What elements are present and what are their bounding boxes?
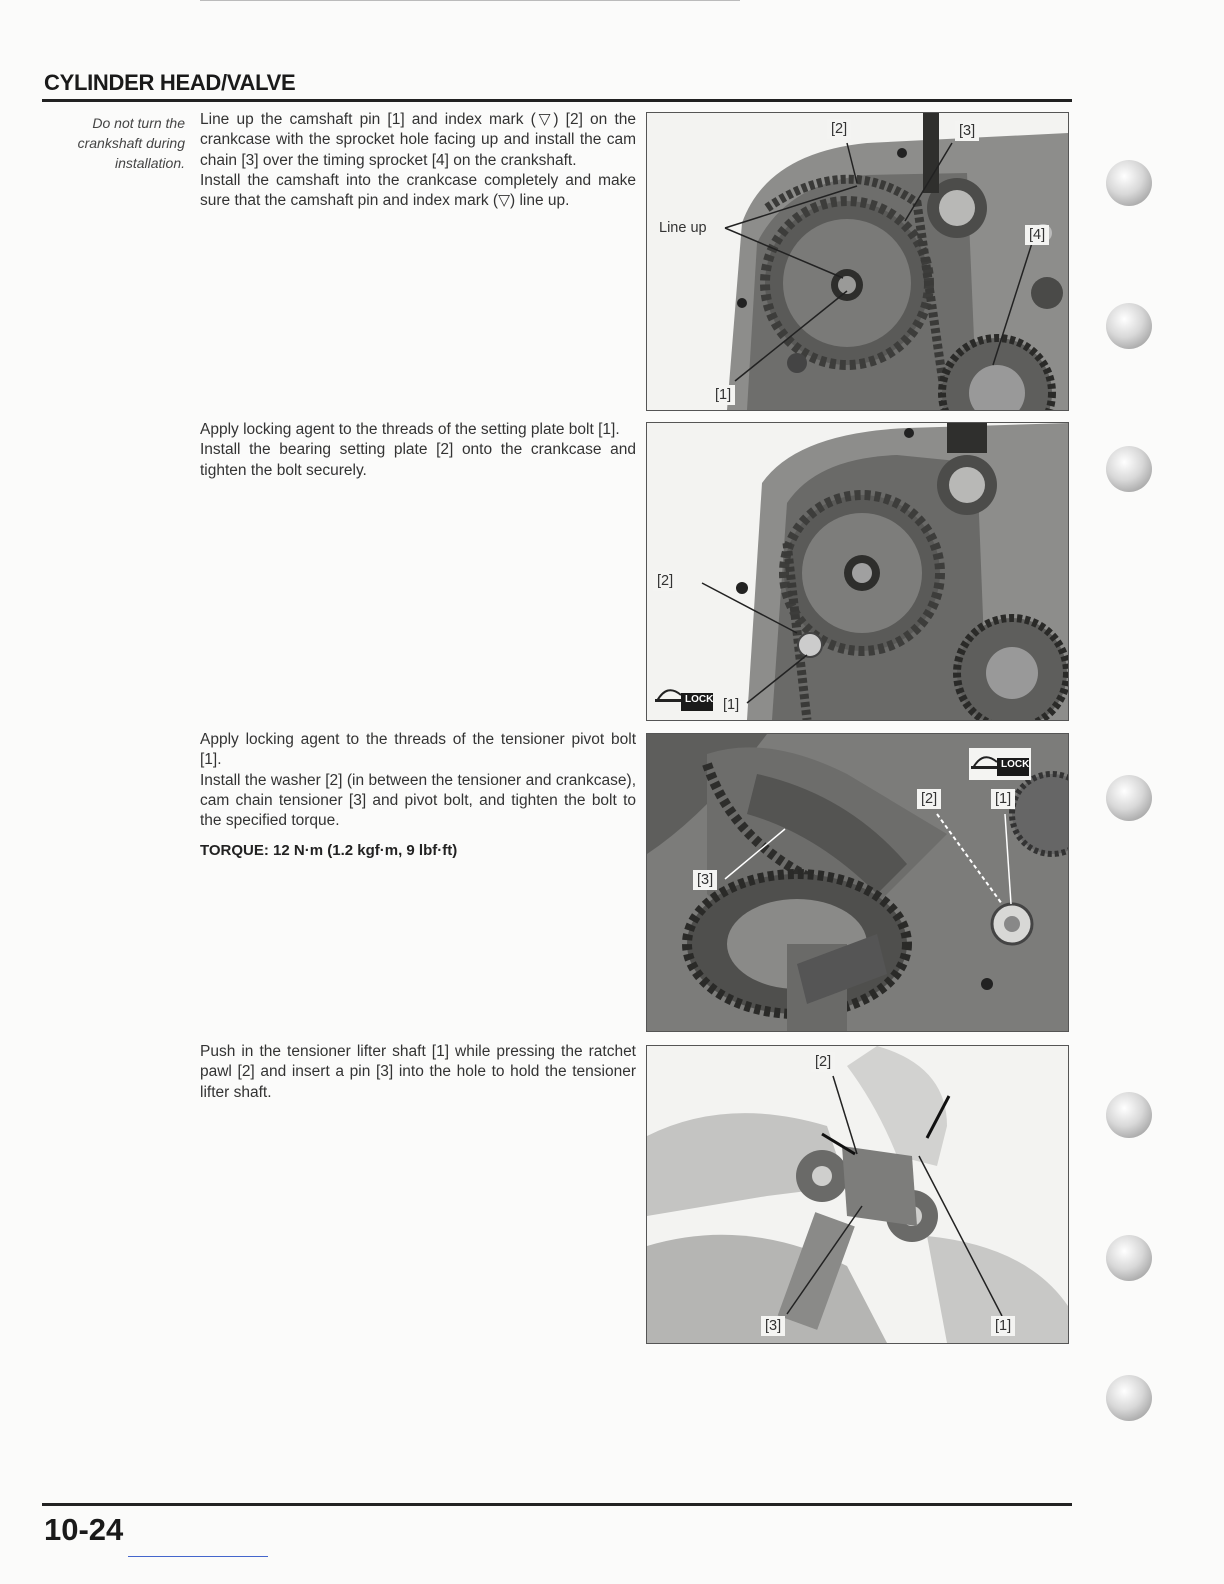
callout-3: [3]: [693, 870, 717, 890]
lock-icon: [969, 748, 1031, 780]
engine-photo-2: [647, 423, 1068, 720]
top-edge-mark: [200, 0, 740, 1]
step-1-paragraph-2: Install the camshaft into the crankcase completely and make sure that the camshaft pin and index mark (▽) line up.: [200, 171, 636, 210]
step-1-text: [200, 110, 636, 211]
step-3-paragraph-2: Install the washer [2] (in between the tensioner and crankcase), cam chain tensioner [3] and pivot bolt, and tighten the bolt to the specified torque.: [200, 771, 636, 830]
footer-underline: [128, 1556, 268, 1557]
step-3-text: [200, 730, 636, 862]
binder-hole: [1106, 1235, 1152, 1281]
binder-hole: [1106, 160, 1152, 206]
photo-tensioner-install: [646, 733, 1069, 1032]
photo-setting-plate: [646, 422, 1069, 721]
step-1-paragraph-1: Line up the camshaft pin [1] and index mark (▽) [2] on the crankcase with the sprocket hole facing up and install the cam chain [3] over the timing sprocket [4] on the crankshaft.: [200, 111, 636, 169]
step-4-paragraph-1: Push in the tensioner lifter shaft [1] while pressing the ratchet pawl [2] and insert a pin [3] into the hole to hold the tensioner lifter shaft.: [200, 1043, 636, 1101]
callout-1: [1]: [991, 789, 1015, 809]
binder-hole: [1106, 1375, 1152, 1421]
step-2-paragraph-2: Install the bearing setting plate [2] onto the crankcase and tighten the bolt securely.: [200, 441, 636, 479]
callout-line-up: Line up: [659, 220, 707, 236]
callout-1: [1]: [723, 697, 740, 713]
torque-spec: TORQUE: 12 N·m (1.2 kgf·m, 9 lbf·ft): [200, 842, 458, 860]
binder-hole: [1106, 1092, 1152, 1138]
hands-photo-4: [647, 1046, 1068, 1343]
header-rule: [42, 99, 1072, 102]
callout-1: [1]: [991, 1316, 1015, 1336]
step-4-text: [200, 1042, 636, 1103]
callout-3: [3]: [761, 1316, 785, 1336]
step-3-paragraph-1: Apply locking agent to the threads of the tensioner pivot bolt [1].: [200, 731, 636, 769]
page-number: 10-24: [44, 1512, 124, 1547]
lock-icon: [653, 681, 713, 713]
callout-3: [3]: [955, 121, 979, 141]
callout-2: [2]: [653, 571, 677, 591]
callout-2: [2]: [917, 789, 941, 809]
callout-4: [4]: [1025, 225, 1049, 245]
photo-camshaft-alignment: [646, 112, 1069, 411]
step-2-paragraph-1: Apply locking agent to the threads of the setting plate bolt [1].: [200, 421, 620, 438]
binder-hole: [1106, 303, 1152, 349]
binder-hole: [1106, 446, 1152, 492]
photo-tensioner-lifter: [646, 1045, 1069, 1344]
page-title: CYLINDER HEAD/VALVE: [44, 70, 296, 95]
side-note: Do not turn the crankshaft during installation.: [77, 115, 185, 171]
binder-hole: [1106, 775, 1152, 821]
callout-2: [2]: [811, 1052, 835, 1072]
step-2-text: [200, 420, 636, 481]
lock-label: LOCK: [685, 694, 714, 705]
callout-2: [2]: [827, 119, 851, 139]
engine-photo-1: [647, 113, 1068, 410]
lock-label: LOCK: [1001, 759, 1030, 770]
footer-rule: [42, 1503, 1072, 1506]
callout-1: [1]: [711, 385, 735, 405]
